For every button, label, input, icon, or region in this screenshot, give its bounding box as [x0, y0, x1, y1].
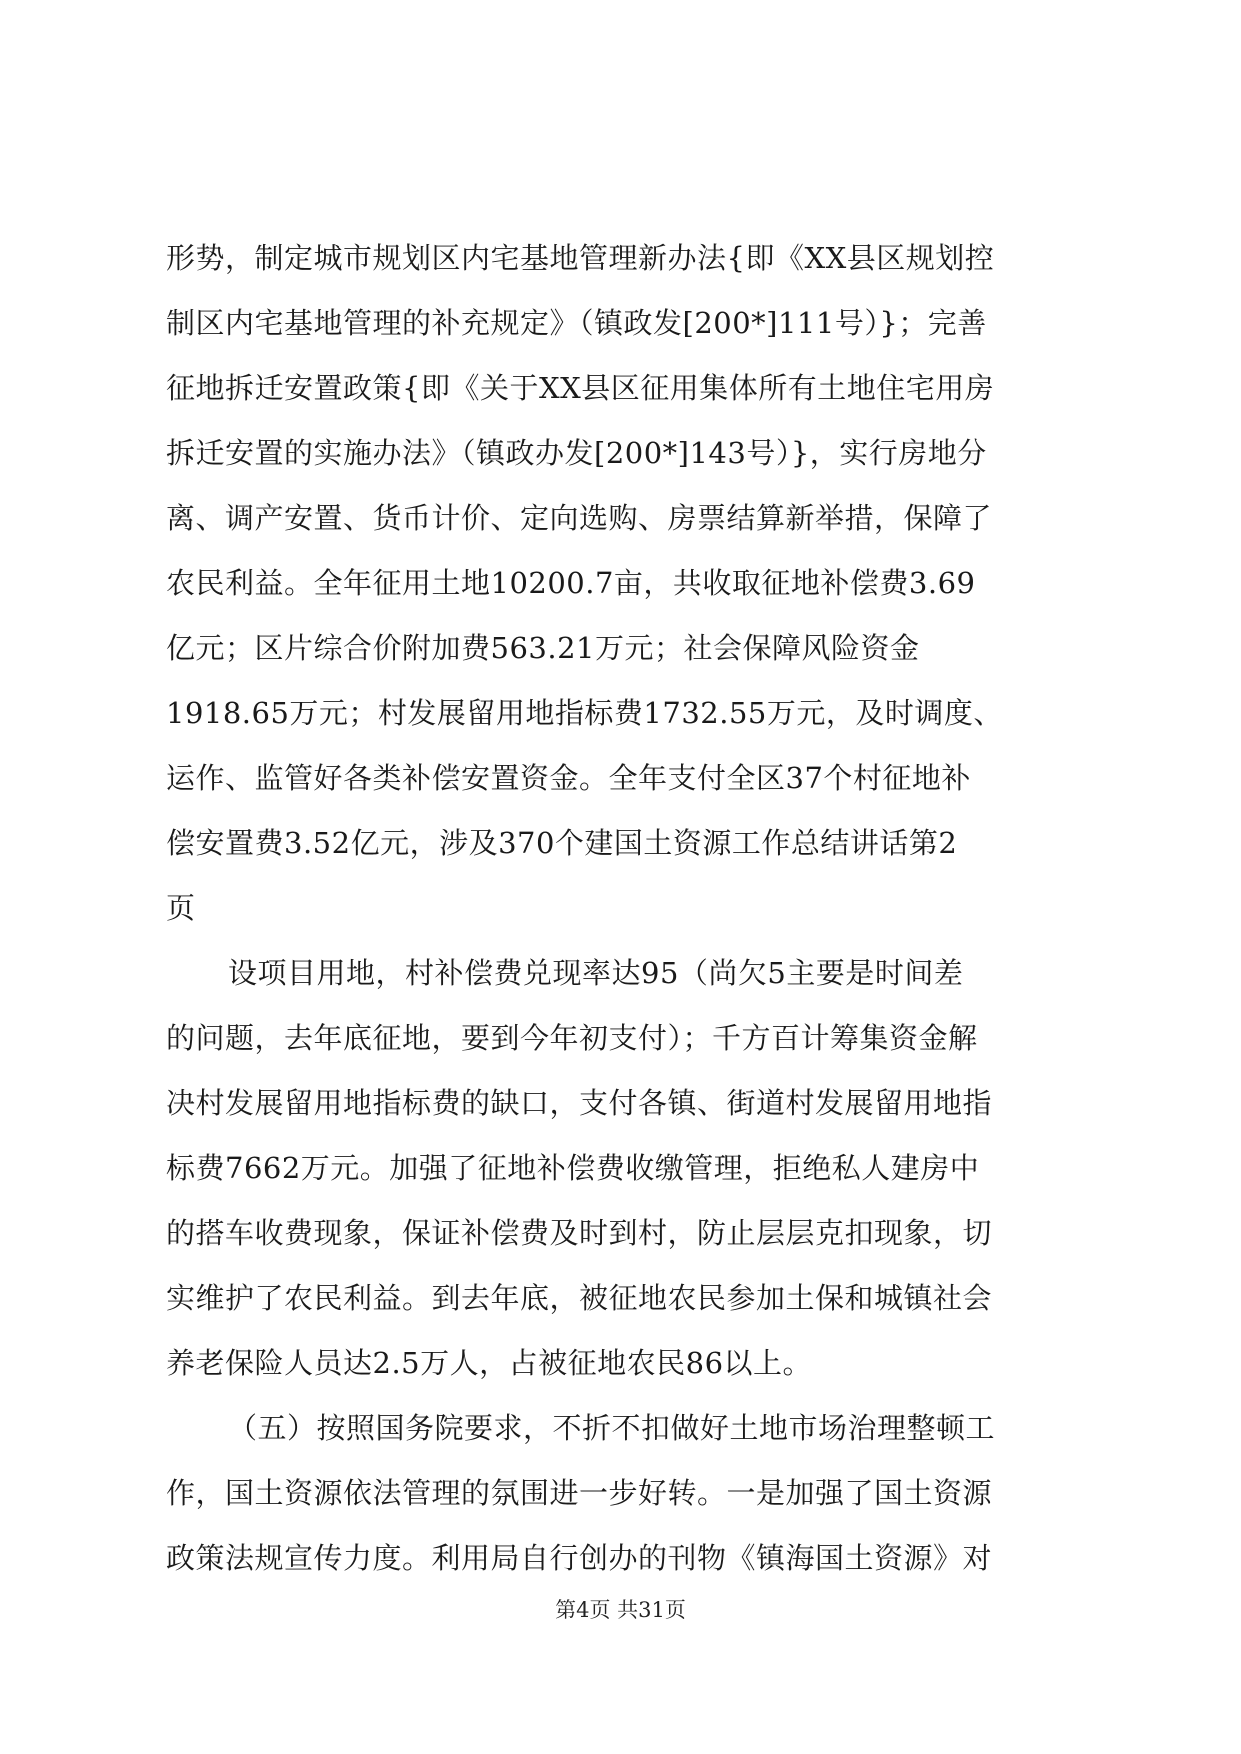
text-line: 制区内宅基地管理的补充规定》（镇政发[200*]111号）}；完善 [166, 306, 987, 340]
text-line: 政策法规宣传力度。利用局自行创办的刊物《镇海国土资源》对 [166, 1541, 993, 1575]
text-line: 页 [166, 891, 196, 925]
text-line: 运作、监管好各类补偿安置资金。全年支付全区37个村征地补 [166, 761, 971, 795]
text-line: 作，国土资源依法管理的氛围进一步好转。一是加强了国土资源 [166, 1476, 993, 1510]
text-line: 实维护了农民利益。到去年底，被征地农民参加土保和城镇社会 [166, 1281, 993, 1315]
text-line: 农民利益。全年征用土地10200.7亩，共收取征地补偿费3.69 [166, 566, 976, 600]
document-body [166, 226, 1075, 1591]
paragraph-start-line: 设项目用地，村补偿费兑现率达95（尚欠5主要是时间差 [228, 956, 964, 990]
text-line: 标费7662万元。加强了征地补偿费收缴管理，拒绝私人建房中 [166, 1151, 980, 1185]
page-number-footer: 第4页 共31页 [555, 1598, 686, 1622]
text-line: 养老保险人员达2.5万人，占被征地农民86以上。 [166, 1346, 813, 1380]
text-line: 1918.65万元；村发展留用地指标费1732.55万元，及时调度、 [166, 696, 1003, 730]
text-line: 拆迁安置的实施办法》（镇政办发[200*]143号）}，实行房地分 [166, 436, 987, 470]
text-line: 形势，制定城市规划区内宅基地管理新办法{即《XX县区规划控 [166, 241, 995, 275]
paragraph-start-line: （五）按照国务院要求，不折不扣做好土地市场治理整顿工 [228, 1411, 996, 1445]
text-line: 的问题，去年底征地，要到今年初支付）；千方百计筹集资金解 [166, 1021, 978, 1055]
text-line: 征地拆迁安置政策{即《关于XX县区征用集体所有土地住宅用房 [166, 371, 995, 405]
text-line: 离、调产安置、货币计价、定向选购、房票结算新举措，保障了 [166, 501, 993, 535]
text-line: 的搭车收费现象，保证补偿费及时到村，防止层层克扣现象，切 [166, 1216, 993, 1250]
text-line: 偿安置费3.52亿元，涉及370个建国土资源工作总结讲话第2 [166, 826, 958, 860]
text-line: 决村发展留用地指标费的缺口，支付各镇、街道村发展留用地指 [166, 1086, 993, 1120]
text-line: 亿元；区片综合价附加费563.21万元；社会保障风险资金 [166, 631, 920, 665]
